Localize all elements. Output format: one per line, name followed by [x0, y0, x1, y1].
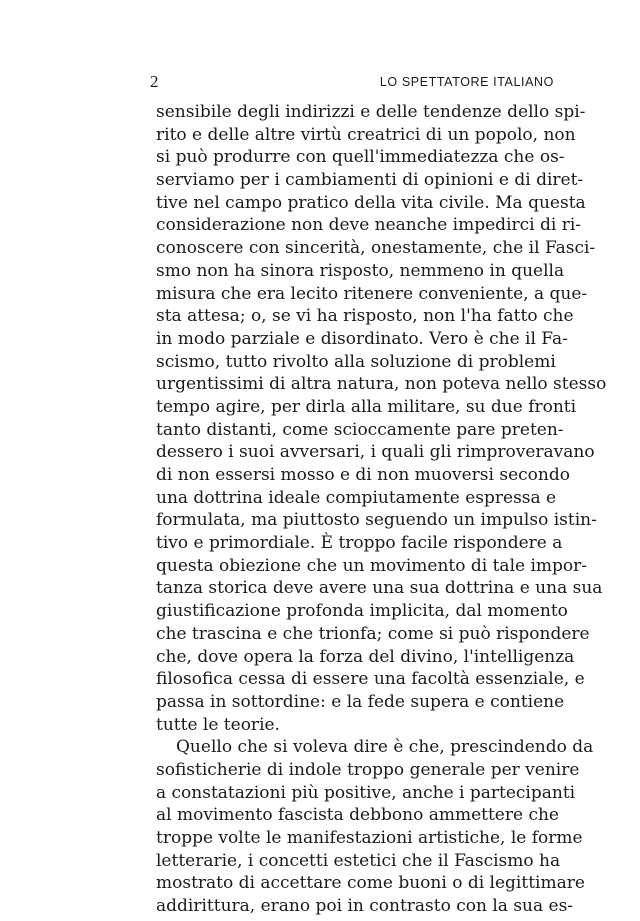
page-number: 2: [150, 72, 159, 91]
text-line: di non essersi mosso e di non muoversi secondo: [156, 465, 570, 485]
text-line: letterarie, i concetti estetici che il Fascismo ha: [156, 850, 561, 871]
text-line: in modo parziale e disordinato. Vero è che il Fa-: [156, 328, 568, 349]
text-line: che trascina e che trionfa; come si può rispondere: [156, 623, 590, 644]
text-line: giustificazione profonda implicita, dal momento: [156, 601, 568, 622]
text-line: questa obiezione che un movimento di tale impor-: [156, 555, 588, 576]
text-line: che, dove opera la forza del divino, l'intelligenza: [156, 646, 575, 667]
text-line: conoscere con sincerità, onestamente, che il Fasci-: [156, 238, 596, 259]
text-line: una dottrina ideale compiutamente espressa e: [156, 487, 557, 508]
text-line: passa in sottordine: e la fede supera e contiene: [156, 691, 565, 712]
text-line: al movimento fascista debbono ammettere che: [156, 805, 559, 826]
paragraph: [156, 736, 594, 918]
text-line: troppe volte le manifestazioni artistiche, le forme: [156, 828, 583, 848]
text-line: sensibile degli indirizzi e delle tendenze dello spi-: [156, 102, 586, 122]
text-line: considerazione non deve neanche impedirci di ri-: [156, 215, 582, 236]
text-line: urgentissimi di altra natura, non poteva nello stesso: [156, 374, 607, 395]
text-line: tivo e primordiale. È troppo facile rispondere a: [156, 533, 563, 554]
text-line: scismo, tutto rivolto alla soluzione di problemi: [156, 351, 556, 372]
text-line: dessero i suoi avversari, i quali gli rimproveravano: [156, 442, 595, 463]
text-line: sofisticherie di indole troppo generale per venire: [156, 759, 580, 780]
text-line: serviamo per i cambiamenti di opinioni e di diret-: [156, 170, 584, 191]
text-line: si può produrre con quell'immediatezza che os-: [156, 147, 565, 168]
text-line: a constatazioni più positive, anche i partecipanti: [156, 782, 576, 803]
text-line: misura che era lecito ritenere conveniente, a que-: [156, 283, 588, 304]
running-head: LO SPETTATORE ITALIANO: [379, 75, 554, 89]
text-line: addirittura, erano poi in contrasto con la sua es-: [156, 896, 574, 917]
text-line: mostrato di accettare come buoni o di legittimare: [156, 873, 585, 894]
text-line: tanto distanti, come scioccamente pare preten-: [156, 419, 564, 440]
text-line: sta attesa; o, se vi ha risposto, non l'ha fatto che: [156, 306, 574, 327]
text-line: tanza storica deve avere una sua dottrina e una sua: [156, 578, 603, 599]
paragraph: [156, 101, 607, 736]
body-text: [156, 101, 607, 918]
text-line: tive nel campo pratico della vita civile. Ma questa: [156, 192, 586, 213]
text-line: smo non ha sinora risposto, nemmeno in quella: [156, 260, 565, 281]
text-line: filosofica cessa di essere una facoltà essenziale, e: [156, 669, 585, 690]
text-line: rito e delle altre virtù creatrici di un popolo, non: [156, 124, 576, 145]
text-line: formulata, ma piuttosto seguendo un impulso istin-: [156, 510, 597, 531]
text-line: Quello che si voleva dire è che, prescindendo da: [176, 737, 594, 758]
text-line: tutte le teorie.: [156, 714, 280, 735]
text-line: tempo agire, per dirla alla militare, su due fronti: [156, 396, 577, 417]
page-header: [150, 72, 554, 94]
